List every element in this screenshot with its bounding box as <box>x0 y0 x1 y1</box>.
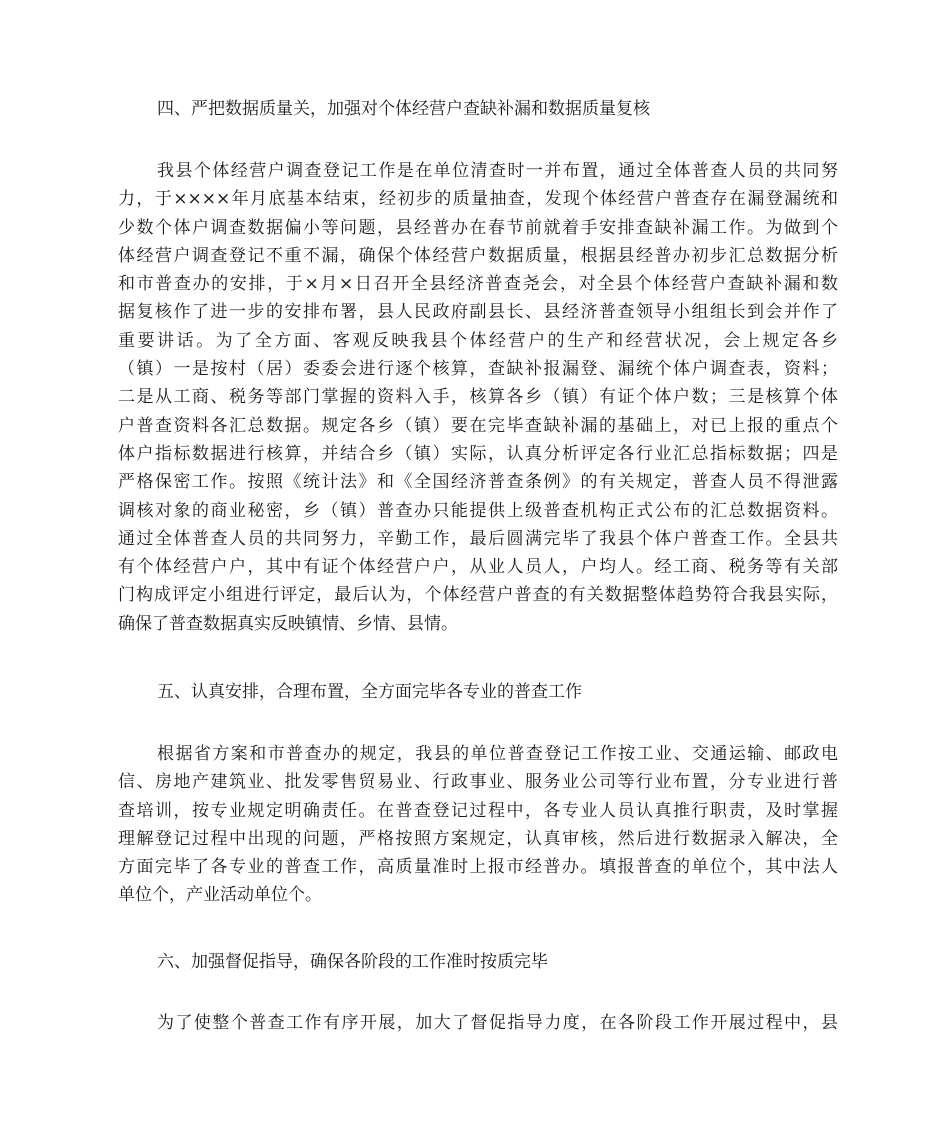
paragraph-line: 体经营户调查登记不重不漏，确保个体经营户数据质量，根据县经普办初步汇总数据分析 <box>118 245 838 266</box>
section-paragraph-4 <box>118 157 838 638</box>
paragraph-line: （镇）一是按村（居）委委会进行逐个核算，查缺补报漏登、漏统个体户调查表，资料； <box>118 359 838 380</box>
paragraph-line: 户普查资料各汇总数据。规定各乡（镇）要在完毕查缺补漏的基础上，对已上报的重点个 <box>118 415 838 436</box>
paragraph-line: 有个体经营户户，其中有证个体经营户户，从业人员人，户均人。经工商、税务等有关部 <box>118 557 838 578</box>
paragraph-line: 体户指标数据进行核算，并结合乡（镇）实际，认真分析评定各行业汇总指标数据；四是 <box>118 443 838 464</box>
section-heading-5: 五、认真安排，合理布置，全方面完毕各专业的普查工作 <box>157 682 582 702</box>
paragraph-line: 据复核作了进一步的安排布署，县人民政府副县长、县经济普查领导小组组长到会并作了 <box>118 302 838 323</box>
paragraph-line: 根据省方案和市普查办的规定，我县的单位普查登记工作按工业、交通运输、邮政电 <box>157 744 838 764</box>
paragraph-line: 确保了普查数据真实反映镇情、乡情、县情。 <box>118 613 458 634</box>
section-paragraph-6 <box>118 1009 838 1037</box>
paragraph-line: 方面完毕了各专业的普查工作，高质量准时上报市经普办。填报普查的单位个，其中法人 <box>118 857 838 878</box>
section-paragraph-5 <box>118 740 838 910</box>
paragraph-line: 严格保密工作。按照《统计法》和《全国经济普查条例》的有关规定，普查人员不得泄露 <box>118 472 838 493</box>
paragraph-line: 信、房地产建筑业、批发零售贸易业、行政事业、服务业公司等行业布置，分专业进行普 <box>118 772 838 793</box>
paragraph-line: 二是从工商、税务等部门掌握的资料入手，核算各乡（镇）有证个体户数；三是核算个体 <box>118 387 838 408</box>
section-heading-6: 六、加强督促指导，确保各阶段的工作准时按质完毕 <box>157 952 548 972</box>
paragraph-line: 查培训，按专业规定明确责任。在普查登记过程中，各专业人员认真推行职责，及时掌握 <box>118 800 838 821</box>
paragraph-line: 调核对象的商业秘密，乡（镇）普查办只能提供上级普查机构正式公布的汇总数据资料。 <box>118 500 838 521</box>
paragraph-line: 重要讲话。为了全方面、客观反映我县个体经营户的生产和经营状况，会上规定各乡 <box>118 330 838 351</box>
section-heading-4: 四、严把数据质量关，加强对个体经营户查缺补漏和数据质量复核 <box>157 99 650 119</box>
paragraph-line: 通过全体普查人员的共同努力，辛勤工作，最后圆满完毕了我县个体户普查工作。全县共 <box>118 528 838 549</box>
paragraph-line: 理解登记过程中出现的问题，严格按照方案规定，认真审核，然后进行数据录入解决，全 <box>118 828 838 849</box>
paragraph-line: 少数个体户调查数据偏小等问题，县经普办在春节前就着手安排查缺补漏工作。为做到个 <box>118 217 838 238</box>
paragraph-line: 单位个，产业活动单位个。 <box>118 885 322 906</box>
paragraph-line: 门构成评定小组进行评定，最后认为，个体经营户普查的有关数据整体趋势符合我县实际， <box>118 585 838 606</box>
paragraph-line: 为了使整个普查工作有序开展，加大了督促指导力度，在各阶段工作开展过程中，县 <box>157 1013 838 1033</box>
paragraph-line: 和市普查办的安排，于×月×日召开全县经济普查尧会，对全县个体经营户查缺补漏和数 <box>118 274 838 295</box>
paragraph-line: 力，于××××年月底基本结束，经初步的质量抽查，发现个体经营户普查存在漏登漏统和 <box>118 189 838 210</box>
paragraph-line: 我县个体经营户调查登记工作是在单位清查时一并布置，通过全体普查人员的共同努 <box>157 161 838 181</box>
